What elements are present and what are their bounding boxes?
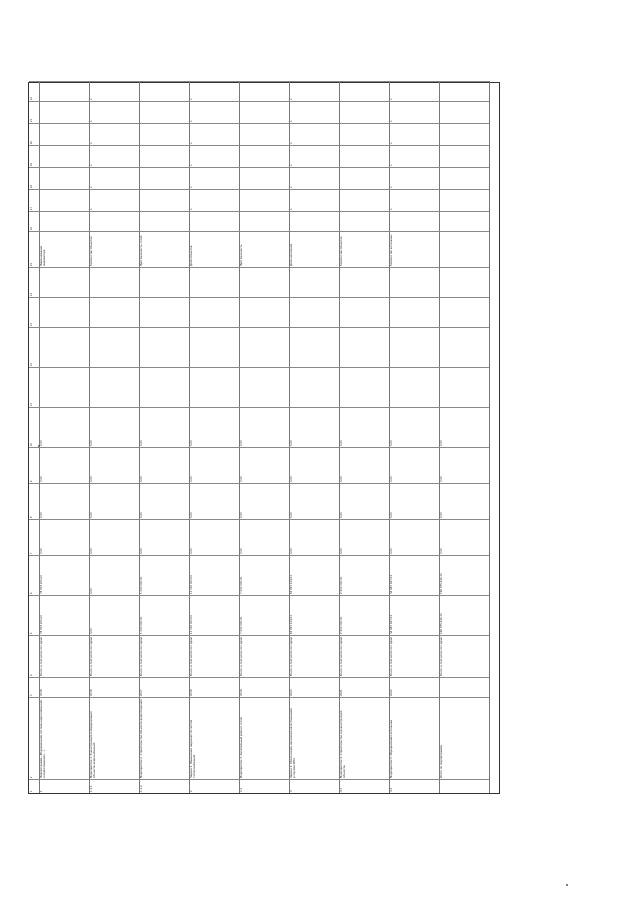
table-cell-v5: 0,00 [339,447,389,483]
table-cell-v6: 0,00 [289,407,339,447]
table-row [39,81,90,793]
table-cell-num: 1.1.1 [89,779,139,793]
table-cell-v1: 198 765 432,10 [439,595,489,635]
table-cell-unit [239,211,289,231]
table-cell-v5: 0,00 [289,447,339,483]
table-cell-v4: 0,00 [239,483,289,519]
table-cell-v4: 0,00 [339,483,389,519]
table-cell-result: Количество котельных [389,231,439,267]
table-cell-v8 [289,327,339,367]
table-row [389,81,440,793]
table-cell-m4 [339,123,389,145]
table-cell-source: Всего, в том числе по годам [189,635,239,677]
table-cell-v9 [189,297,239,327]
table-cell-year [439,677,489,697]
table-cell-year: 2016 [39,677,89,697]
table-cell-v7 [89,367,139,407]
table-cell-v1: 63 821 123,01 [289,595,339,635]
table-cell-v4: 0,00 [189,483,239,519]
table-cell-v6: 0,00 [139,407,189,447]
table-cell-name: Мероприятие 4. Строительство и реконструкция объектов [339,697,389,779]
table-cell-name: Мероприятие 1. Реконструкция и модернизация объектов водоснабжения [89,697,139,779]
table-cell-v3: 0,00 [389,519,439,555]
header-col-number: 20 [29,123,39,145]
table-cell-m6 [339,81,389,101]
table-cell-v7 [289,367,339,407]
table-cell-name: Задача 2. Повышение надежности систем теплоснабжения [189,697,239,779]
table-cell-m1 [39,189,89,211]
table-cell-result: Протяженность сетей [139,231,189,267]
table-cell-m3 [239,145,289,167]
header-col-number: 21 [29,101,39,123]
table-cell-v9 [289,297,339,327]
table-cell-v7 [189,367,239,407]
table-cell-v1: 2 500 000,00 [339,595,389,635]
table-cell-v6: 0,00 [89,407,139,447]
table-cell-v1: 0,00 [89,595,139,635]
table-cell-v5: 0,00 [189,447,239,483]
table-cell-v1: 1 000 000,00 [139,595,189,635]
table-cell-v6: 0,00 [189,407,239,447]
header-col-number: 10 [29,407,39,447]
table-row [339,81,390,793]
table-cell-v4: 0,00 [89,483,139,519]
table-cell-m2 [439,167,489,189]
table-cell-m6 [239,81,289,101]
table-cell-v7 [239,367,289,407]
table-cell-m6: x [189,81,239,101]
table-cell-v10 [389,267,439,297]
table-cell-name: Мероприятие 5. Модернизация котельных [389,697,439,779]
table-cell-v9 [389,297,439,327]
table-cell-v7 [139,367,189,407]
header-col-number: 3 [29,677,39,697]
table-cell-m5: x [189,101,239,123]
table-cell-unit [339,211,389,231]
table-cell-num: 2 [189,779,239,793]
table-cell-v3: 0,00 [189,519,239,555]
table-cell-m2 [239,167,289,189]
table-cell-v1: 34 987 447,03 [389,595,439,635]
table-cell-v10 [439,267,489,297]
header-col-number: 2 [29,697,39,779]
table-cell-m3 [39,145,89,167]
table-cell-v5: 0,00 [39,447,89,483]
table-cell-m3: x [289,145,339,167]
scan-dot [566,884,568,886]
table-cell-source: Всего, в том числе по годам [339,635,389,677]
table-cell-source: Всего, в том числе по годам [389,635,439,677]
table-row [439,81,490,793]
table-cell-name: Подпрограмма «Модернизация системы водоснабжения и водоотведения ...» [39,697,89,779]
table-cell-m5 [339,101,389,123]
table-cell-m4: x [389,123,439,145]
table-cell-v5: 0,00 [89,447,139,483]
table-cell-m2: x [389,167,439,189]
table-cell-m3: x [89,145,139,167]
header-col-number: 12 [29,327,39,367]
table-cell-v8 [389,327,439,367]
table-cell-m5: x [389,101,439,123]
table-cell-v1: 78 974 200,00 [39,595,89,635]
table-cell-v1: 11 000 000,00 [189,595,239,635]
table-cell-v2: 198 765 432,10 [439,555,489,595]
table-cell-result: Наименование индикатора [39,231,89,267]
table-cell-v8 [439,327,489,367]
table-cell-m2 [139,167,189,189]
table-cell-name: Задача 3. Обеспечение населения качественными услугами ЖКХ [289,697,339,779]
table-cell-v3: 0,00 [289,519,339,555]
table-cell-v2: 2 500 000,00 [339,555,389,595]
table-cell-v10 [339,267,389,297]
table-cell-result: Количество объектов [339,231,389,267]
table-cell-v8 [39,327,89,367]
table-row [239,81,290,793]
header-col-number: 17 [29,189,39,211]
table-cell-source: Всего, в том числе по годам [139,635,189,677]
table-cell-m6: x [89,81,139,101]
table-cell-m3: x [189,145,239,167]
table-cell-m2: x [189,167,239,189]
table-cell-m5 [239,101,289,123]
table-cell-v3: 0,00 [339,519,389,555]
table-cell-v10 [89,267,139,297]
header-col-number: 16 [29,211,39,231]
data-table [28,82,500,794]
table-row [289,81,340,793]
header-col-number: 6 [29,555,39,595]
table-cell-year: 2016 [89,677,139,697]
table-cell-num: 3 [289,779,339,793]
table-cell-m1 [139,189,189,211]
table-cell-name: Итого по подпрограмме [439,697,489,779]
table-cell-m3 [339,145,389,167]
header-col-number: 22 [29,81,39,101]
table-cell-v8 [89,327,139,367]
table-cell-m4 [239,123,289,145]
table-cell-unit [289,211,339,231]
table-cell-v2: 63 821 123,01 [289,555,339,595]
table-cell-v2: 34 987 447,03 [389,555,439,595]
table-cell-v4: 0,00 [139,483,189,519]
table-cell-m2 [39,167,89,189]
table-cell-m1: x [289,189,339,211]
table-cell-v2: 1 000 000,00 [139,555,189,595]
scan-dot [38,445,40,447]
table-cell-result: Количество объектов [89,231,139,267]
table-cell-v9 [339,297,389,327]
table-cell-result: Доля населения [289,231,339,267]
table-cell-v7 [439,367,489,407]
table-cell-unit [389,211,439,231]
table-cell-unit [139,211,189,231]
table-cell-v3: 0,00 [439,519,489,555]
table-cell-year: 2019 [239,677,289,697]
table-cell-source: Всего, в том числе по годам [289,635,339,677]
table-cell-v6: 0,00 [439,407,489,447]
table-cell-v3: 0,00 [139,519,189,555]
table-cell-source: Всего, в том числе по годам [39,635,89,677]
table-cell-m6: x [289,81,339,101]
table-cell-m4: x [189,123,239,145]
table-cell-v10 [139,267,189,297]
table-cell-v9 [89,297,139,327]
table-cell-v6: 0,00 [239,407,289,447]
table-cell-v6: 0,00 [39,407,89,447]
table-cell-v9 [439,297,489,327]
table-cell-v10 [289,267,339,297]
table-cell-v5: 0,00 [439,447,489,483]
table-cell-m4 [439,123,489,145]
table-cell-v2: 7 000 000,00 [239,555,289,595]
table-cell-v2: 0,00 [89,555,139,595]
table-cell-num [439,779,489,793]
table-cell-m1: x [389,189,439,211]
table-cell-num: 1 [39,779,89,793]
table-cell-v6: 0,00 [389,407,439,447]
table-cell-m5 [39,101,89,123]
header-col-number: 14 [29,267,39,297]
table-cell-num: 3.2 [389,779,439,793]
header-col-number: 15 [29,231,39,267]
table-row [189,81,240,793]
table-cell-m6 [439,81,489,101]
table-row [89,81,140,793]
table-cell-m2 [339,167,389,189]
table-cell-m3 [139,145,189,167]
table-cell-m6 [39,81,89,101]
header-col-number: 4 [29,635,39,677]
table-cell-m1 [439,189,489,211]
table-cell-v8 [189,327,239,367]
table-cell-v7 [39,367,89,407]
table-cell-result: Доля объектов [189,231,239,267]
table-cell-v5: 0,00 [389,447,439,483]
table-cell-v7 [339,367,389,407]
table-cell-unit [189,211,239,231]
header-col-number: 8 [29,483,39,519]
table-cell-m4: x [289,123,339,145]
table-cell-m1: x [189,189,239,211]
table-cell-v9 [239,297,289,327]
header-col-number: 7 [29,519,39,555]
table-cell-m3 [439,145,489,167]
table-cell-v9 [39,297,89,327]
table-cell-m3: x [389,145,439,167]
table-cell-v5: 0,00 [139,447,189,483]
table-cell-num: 2.1 [239,779,289,793]
table-cell-year: 2022 [389,677,439,697]
table-cell-m4 [139,123,189,145]
table-cell-v3: 0,00 [89,519,139,555]
header-col-number: 5 [29,595,39,635]
table-cell-v9 [139,297,189,327]
table-cell-source: Всего, в том числе по годам [439,635,489,677]
table-cell-m5: x [89,101,139,123]
table-cell-v4: 0,00 [39,483,89,519]
table-cell-m5 [139,101,189,123]
table-cell-result: Протяженность [239,231,289,267]
table-cell-v4: 0,00 [389,483,439,519]
table-cell-m1 [339,189,389,211]
table-cell-num: 3.1 [339,779,389,793]
table-cell-m6 [139,81,189,101]
table-cell-v10 [239,267,289,297]
table-cell-m2: x [289,167,339,189]
table-cell-source: Всего, в том числе по годам [239,635,289,677]
table-cell-v3: 0,00 [239,519,289,555]
table-cell-unit [439,211,489,231]
table-cell-v4: 0,00 [439,483,489,519]
table-cell-unit [39,211,89,231]
table-cell-v6: 0,00 [339,407,389,447]
table-cell-source: Всего, в том числе по годам [89,635,139,677]
table-cell-v3: 0,00 [39,519,89,555]
table-cell-v7 [389,367,439,407]
table-cell-m1: x [89,189,139,211]
table-cell-m6: x [389,81,439,101]
header-col-number: 1 [29,779,39,793]
table-row [139,81,190,793]
table-cell-v2: 11 000 000,00 [189,555,239,595]
header-col-number: 19 [29,145,39,167]
table-cell-v4: 0,00 [289,483,339,519]
table-cell-result [439,231,489,267]
table-cell-unit [89,211,139,231]
table-cell-name: Мероприятие 2. Строительство объектов водоотведения [139,697,189,779]
table-cell-m4 [39,123,89,145]
table-cell-v8 [339,327,389,367]
table-cell-m5 [439,101,489,123]
table-cell-v8 [239,327,289,367]
header-col-number: 13 [29,297,39,327]
table-cell-v10 [189,267,239,297]
header-col-number: 9 [29,447,39,483]
header-col-number: 18 [29,167,39,189]
table-cell-name: Мероприятие 3. Капитальный ремонт сетей [239,697,289,779]
table-cell-v10 [39,267,89,297]
table-cell-m1 [239,189,289,211]
table-cell-year: 2020 [289,677,339,697]
table-cell-v1: 7 000 000,00 [239,595,289,635]
table-cell-year: 2021 [339,677,389,697]
table-cell-v2: 78 974 200,00 [39,555,89,595]
table-cell-v8 [139,327,189,367]
table-cell-m5: x [289,101,339,123]
table-cell-m2: x [89,167,139,189]
table-cell-year: 2017 [139,677,189,697]
table-cell-year: 2018 [189,677,239,697]
table-cell-m4: x [89,123,139,145]
table-cell-num: 1.1.2 [139,779,189,793]
table-cell-v5: 0,00 [239,447,289,483]
header-col-number: 11 [29,367,39,407]
rotated-table-frame [28,82,500,794]
